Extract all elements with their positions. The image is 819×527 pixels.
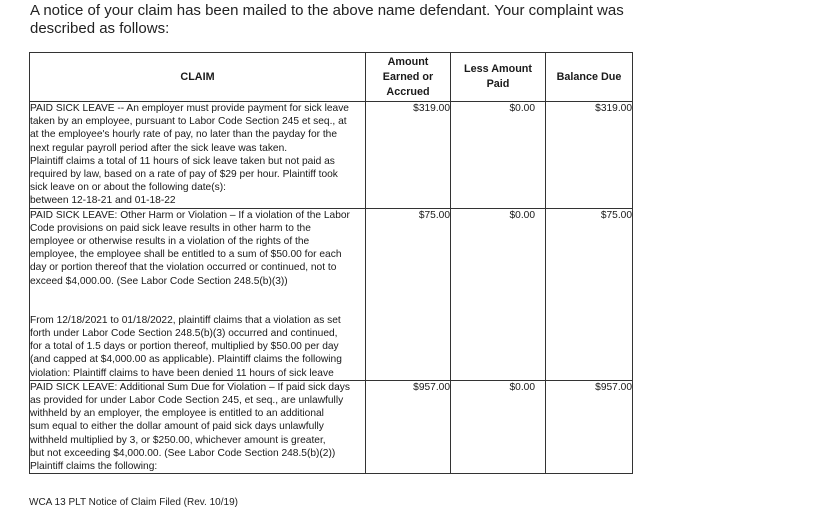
paragraph-gap xyxy=(30,288,365,314)
claim-description: PAID SICK LEAVE: Other Harm or Violation – If a violation of the Labor Code provisions on paid sick leave results in other harm to the employee or otherwise results in a violation of the rights of the employee, the employee shall be entitled to a sum of $50.00 for each day or portion thereof that the violation occurred or continued, not to exceed $4,000.00. (See Labor Code Section 248.5(b)(3)) From 12/18/2021 to 01/18/2022, plaintiff claims that a violation as set forth under Labor Code Section 248.5(b)(3) occurred and continued, for a total of 1.5 days or portion thereof, multiplied by $50.00 per day (and capped at $4,000.00 as applicable). Plaintiff claims the following violation: Plaintiff claims to have been denied 11 hours of sick leave xyxy=(30,208,366,380)
table-row xyxy=(30,380,633,473)
table-row xyxy=(30,102,633,209)
claims-table xyxy=(29,52,633,474)
amount-paid: $0.00 xyxy=(451,380,546,473)
header-claim: CLAIM xyxy=(30,53,366,102)
amount-earned: $957.00 xyxy=(366,380,451,473)
balance-due: $75.00 xyxy=(546,208,633,380)
form-footer: WCA 13 PLT Notice of Claim Filed (Rev. 10/19) xyxy=(29,497,238,508)
header-balance-due: Balance Due xyxy=(546,53,633,102)
claim-description: PAID SICK LEAVE -- An employer must provide payment for sick leave taken by an employee, pursuant to Labor Code Section 245 et seq., at at the employee's hourly rate of pay, no later than the payday for the next regular payroll period after the sick leave was taken. Plaintiff claims a total of 11 hours of sick leave taken but not paid as required by law, based on a rate of pay of $29 per hour. Plaintiff took sick leave on or about the following date(s): between 12-18-21 and 01-18-22 xyxy=(30,102,366,209)
amount-paid: $0.00 xyxy=(451,102,546,209)
table-row xyxy=(30,208,633,380)
intro-line-2: described as follows: xyxy=(30,20,170,37)
header-less-amount-paid: Less Amount Paid xyxy=(451,53,546,102)
claim-description: PAID SICK LEAVE: Additional Sum Due for Violation – If paid sick days as provided for under Labor Code Section 245, et seq., are unlawfully withheld by an employer, the employee is entitled to an additional sum equal to either the dollar amount of paid sick days unlawfully withheld multiplied by 3, or $250.00, whichever amount is greater, but not exceeding $4,000.00. (See Labor Code Section 248.5(b)(2)) Plaintiff claims the following: xyxy=(30,380,366,473)
amount-earned: $319.00 xyxy=(366,102,451,209)
amount-earned: $75.00 xyxy=(366,208,451,380)
header-row xyxy=(30,53,633,102)
header-amount-earned: Amount Earned or Accrued xyxy=(366,53,451,102)
amount-paid: $0.00 xyxy=(451,208,546,380)
intro-line-1: A notice of your claim has been mailed to the above name defendant. Your complaint was xyxy=(30,2,624,19)
balance-due: $957.00 xyxy=(546,380,633,473)
balance-due: $319.00 xyxy=(546,102,633,209)
intro-paragraph xyxy=(30,2,810,38)
